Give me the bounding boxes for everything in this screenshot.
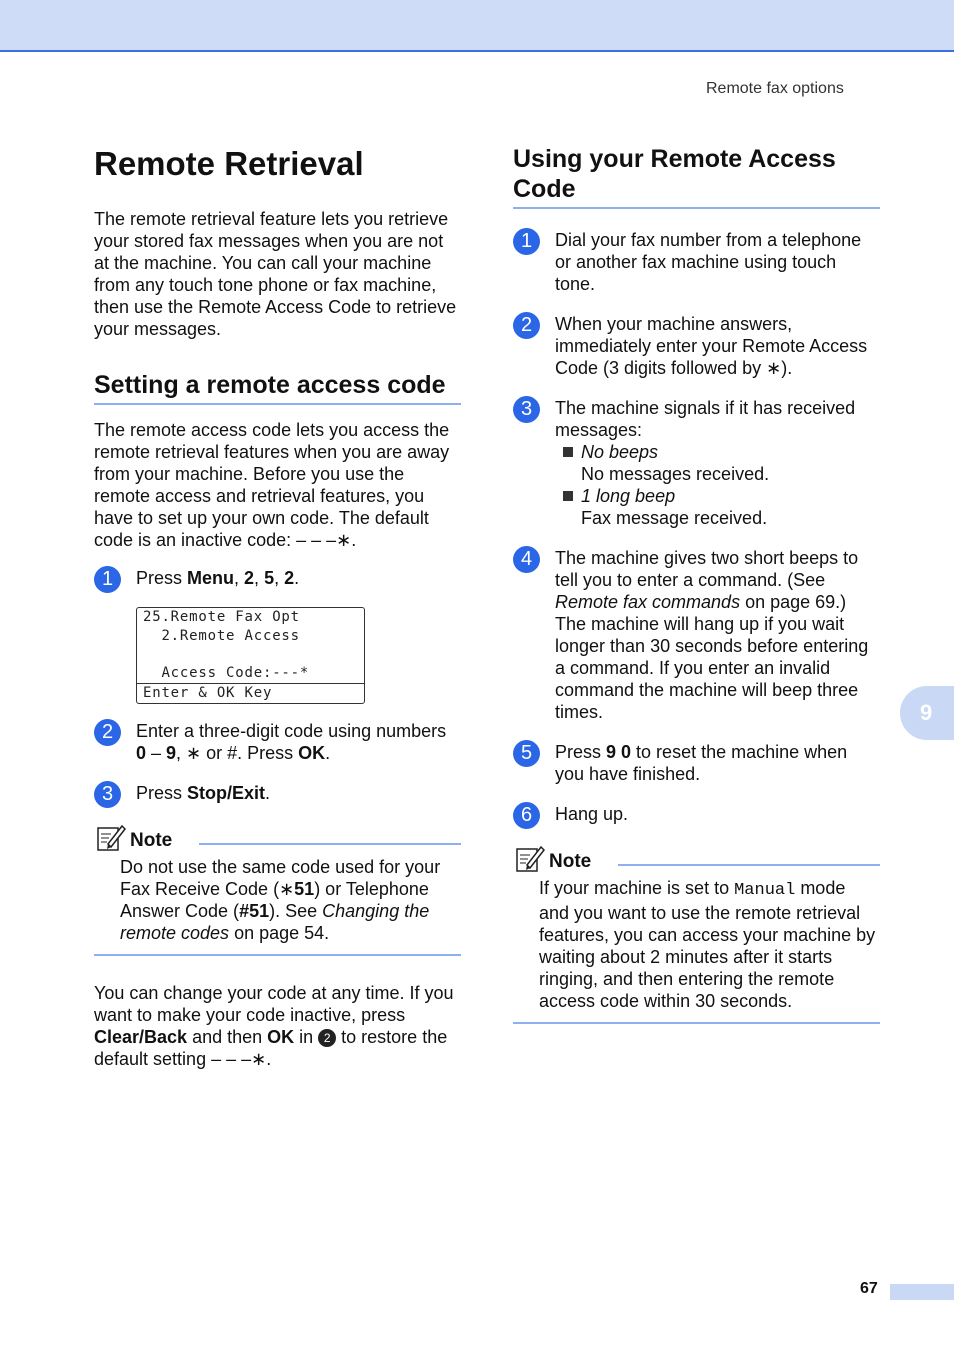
- note-text: If your machine is set to Manual mode and you want to use the remote retrieval features, you can access your machine by waiting about 2 minutes after it starts ringing, and then entering the remote access code within 30 seconds.: [539, 878, 876, 1011]
- note-header: [94, 822, 461, 856]
- lcd-line-1: 25.Remote Fax Opt: [143, 609, 300, 625]
- step-number: 5: [513, 740, 540, 767]
- footer-bar: [890, 1284, 954, 1300]
- page-number: 67: [860, 1280, 878, 1297]
- note-label: Note: [549, 851, 592, 872]
- closing-paragraph: You can change your code at any time. If you want to make your code inactive, press Clear/Back and then OK in 2 to restore the default setting – – –∗.: [94, 983, 454, 1069]
- using-step-5: [513, 741, 880, 785]
- lcd-line-3: Access Code:---*: [143, 665, 310, 681]
- step-text: Press Menu, 2, 5, 2.: [136, 568, 300, 588]
- note-rule: [199, 843, 461, 845]
- note-body: [94, 856, 461, 956]
- using-step-6: [513, 803, 880, 825]
- setting-step-2: [94, 720, 461, 764]
- step-text: Press 9 0 to reset the machine when you have finished.: [555, 742, 848, 784]
- step-number: 1: [94, 566, 121, 593]
- right-column: [513, 140, 880, 1024]
- section-title-using: Using your Remote Access Code: [513, 144, 880, 209]
- chapter-tab: 9: [900, 686, 954, 740]
- lcd-line-2: 2.Remote Access: [143, 628, 300, 644]
- step-number: 3: [513, 396, 540, 423]
- step-number: 2: [94, 719, 121, 746]
- section-title-setting: Setting a remote access code: [94, 370, 461, 405]
- using-step-4: [513, 547, 880, 723]
- bullet-no-beeps: No beeps: [555, 441, 880, 463]
- running-header: Remote fax options: [706, 80, 844, 97]
- bullet-long-beep-desc: Fax message received.: [581, 508, 768, 528]
- note-label: Note: [130, 830, 173, 851]
- bullet-long-beep: 1 long beep: [555, 485, 880, 507]
- page-title: Remote Retrieval: [94, 145, 364, 182]
- left-column: [94, 140, 461, 1070]
- setting-step-3: [94, 782, 461, 804]
- step-number: 3: [94, 781, 121, 808]
- step-text: When your machine answers, immediately enter your Remote Access Code (3 digits followed by ∗).: [555, 314, 868, 378]
- using-step-2: [513, 313, 880, 379]
- step-text: Hang up.: [555, 804, 629, 824]
- step-number: 6: [513, 802, 540, 829]
- setting-step-1: [94, 567, 461, 589]
- lcd-display: [136, 607, 365, 704]
- step-text: Enter a three-digit code using numbers 0 – 9, ∗ or #. Press OK.: [136, 721, 447, 763]
- lcd-line-4: Enter & OK Key: [143, 685, 273, 701]
- using-step-1: [513, 229, 880, 295]
- step-text: Press Stop/Exit.: [136, 783, 271, 803]
- note-body: [513, 877, 880, 1024]
- header-band: [0, 0, 954, 52]
- intro-paragraph: The remote retrieval feature lets you retrieve your stored fax messages when you are not at the machine. You can call your machine from any touch tone phone or fax machine, then use the Remote Access Code to retrieve your messages.: [94, 209, 457, 339]
- bullet-no-beeps-desc: No messages received.: [581, 464, 770, 484]
- step-number: 2: [513, 312, 540, 339]
- note-header: [513, 843, 880, 877]
- using-step-3: [513, 397, 880, 529]
- note-rule: [618, 864, 880, 866]
- step-number: 1: [513, 228, 540, 255]
- step-text: The machine signals if it has received messages:: [555, 398, 856, 440]
- step-reference: 2: [318, 1029, 336, 1047]
- step-number: 4: [513, 546, 540, 573]
- step-text: Dial your fax number from a telephone or another fax machine using touch tone.: [555, 230, 862, 294]
- step-text: The machine gives two short beeps to tell you to enter a command. (See Remote fax commands on page 69.) The machine will hang up if you wait longer than 30 seconds before entering a command. If you enter an invalid command the machine will beep three times.: [555, 548, 869, 722]
- note-text: Do not use the same code used for your Fax Receive Code (∗51) or Telephone Answer Code (#51). See Changing the remote codes on page 54.: [120, 857, 441, 943]
- setting-intro: The remote access code lets you access the remote retrieval features when you are away from your machine. Before you use the remote access and retrieval features, you have to set up your own code. The default code is an inactive code: – – –∗.: [94, 420, 450, 550]
- note-pencil-icon: [96, 822, 126, 852]
- note-pencil-icon: [515, 843, 545, 873]
